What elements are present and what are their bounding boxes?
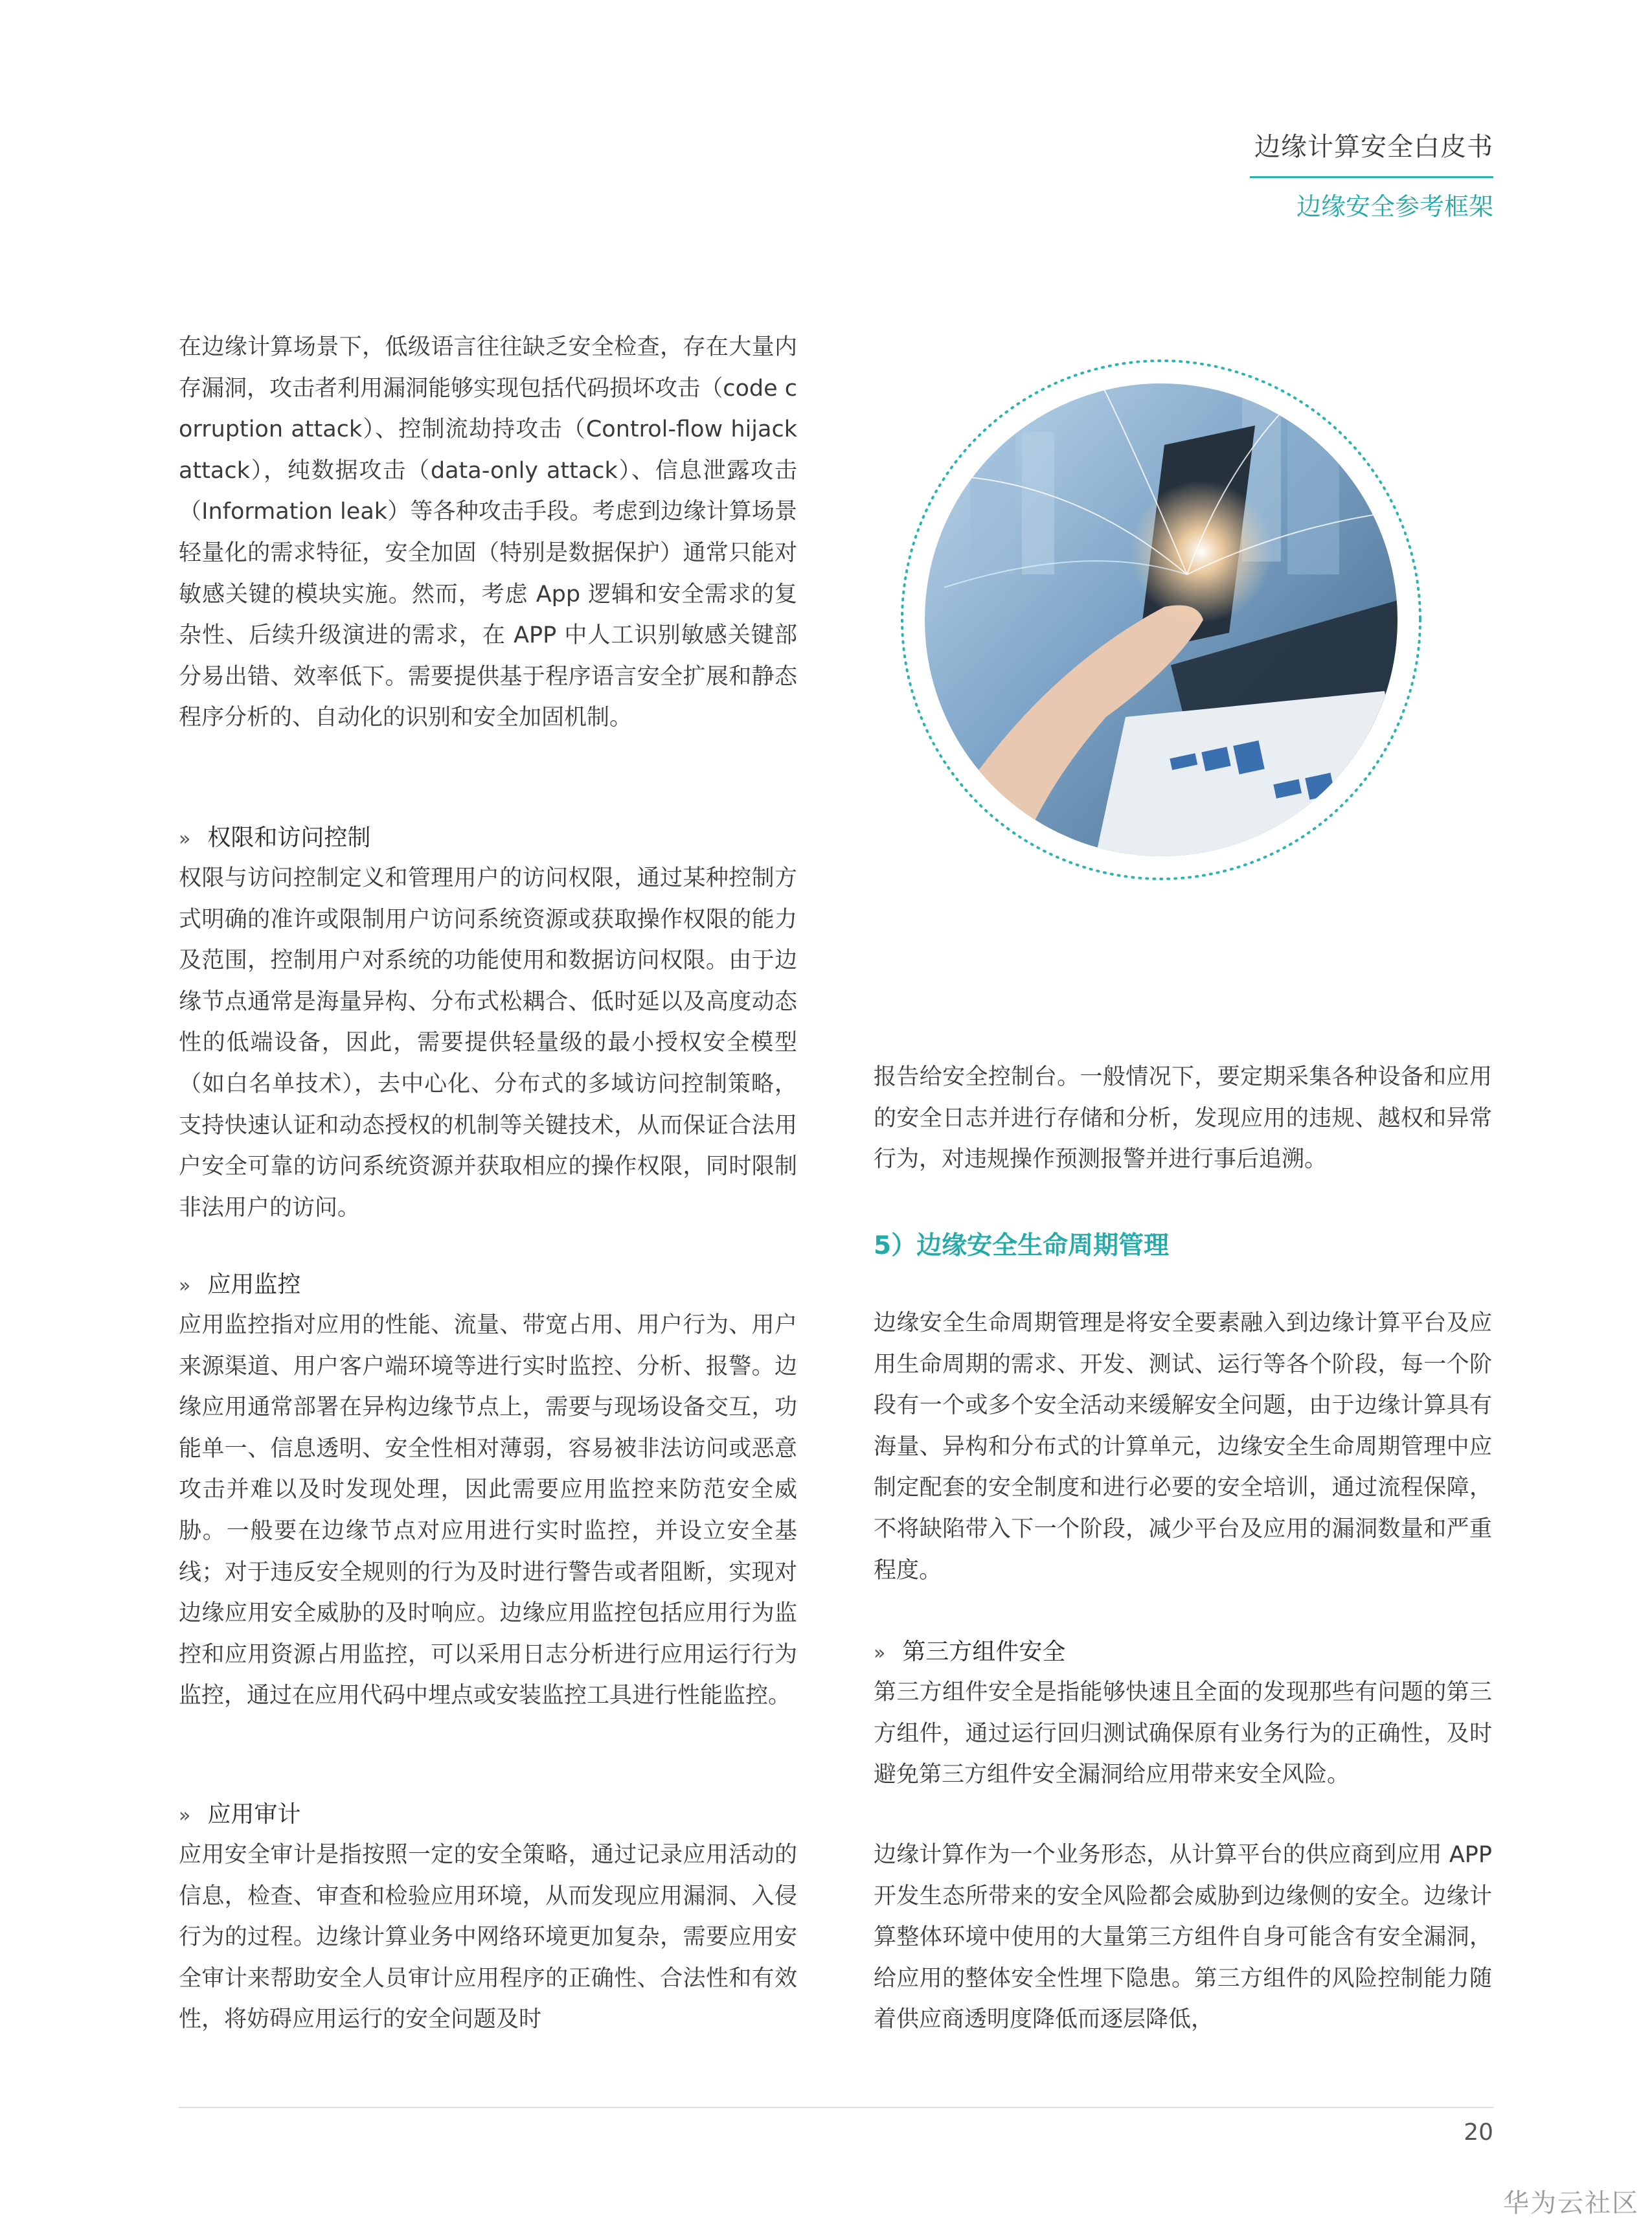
bullet-icon: » (179, 1804, 191, 1827)
lifecycle-paragraph: 边缘安全生命周期管理是将安全要素融入到边缘计算平台及应用生命周期的需求、开发、测试、运行等各个阶段，每一个阶段有一个或多个安全活动来缓解安全问题，由于边缘计算具有海量、异构和分布式的计算单元，边缘安全生命周期管理中应制定配套的安全制度和进行必要的安全培训，通过流程保障，不将缺陷带入下一个阶段，减少平台及应用的漏洞数量和严重程度。 (874, 1310, 1492, 1584)
app-monitor-heading (179, 1264, 300, 1307)
third-party-paragraph: 第三方组件安全是指能够快速且全面的发现那些有问题的第三方组件，通过运行回归测试确保原有业务行为的正确性，及时避免第三方组件安全漏洞给应用带来安全风险。 (874, 1679, 1492, 1788)
app-audit-heading-text: 应用审计 (207, 1801, 301, 1828)
lifecycle-section-heading: 5）边缘安全生命周期管理 (874, 1231, 1170, 1260)
access-control-paragraph: 权限与访问控制定义和管理用户的访问权限，通过某种控制方式明确的准许或限制用户访问系统资源或获取操作权限的能力及范围，控制用户对系统的功能使用和数据访问权限。由于边缘节点通常是海量异构、分布式松耦合、低时延以及高度动态性的低端设备，因此，需要提供轻量级的最小授权安全模型（如白名单技术），去中心化、分布式的多域访问控制策略，支持快速认证和动态授权的机制等关键技术，从而保证合法用户安全可靠的访问系统资源并获取相应的操作权限，同时限制非法用户的访问。 (179, 865, 797, 1221)
page-number: 20 (1464, 2119, 1493, 2146)
footer-divider (179, 2107, 1493, 2108)
access-control-heading (179, 817, 370, 860)
third-party-heading (874, 1631, 1065, 1674)
circular-photo-graphic (892, 328, 1430, 898)
header-title: 边缘计算安全白皮书 (1254, 132, 1493, 162)
app-audit-paragraph: 应用安全审计是指按照一定的安全策略，通过记录应用活动的信息，检查、审查和检验应用环境，从而发现应用漏洞、入侵行为的过程。边缘计算业务中网络环境更加复杂，需要应用安全审计来帮助安全人员审计应用程序的正确性、合法性和有效性，将妨碍应用运行的安全问题及时 (179, 1842, 797, 2033)
bullet-icon: » (874, 1642, 886, 1664)
bullet-icon: » (179, 828, 191, 850)
access-control-heading-text: 权限和访问控制 (207, 824, 371, 851)
header-divider (1250, 176, 1493, 178)
bullet-icon: » (179, 1275, 191, 1297)
header-subtitle: 边缘安全参考框架 (1296, 192, 1493, 221)
audit-continued-paragraph: 报告给安全控制台。一般情况下，要定期采集各种设备和应用的安全日志并进行存储和分析，发现应用的违规、越权和异常行为，对违规操作预测报警并进行事后追溯。 (874, 1064, 1492, 1173)
app-monitor-paragraph: 应用监控指对应用的性能、流量、带宽占用、用户行为、用户来源渠道、用户客户端环境等进行实时监控、分析、报警。边缘应用通常部署在异构边缘节点上，需要与现场设备交互，功能单一、信息透明、安全性相对薄弱，容易被非法访问或恶意攻击并难以及时发现处理，因此需要应用监控来防范安全威胁。一般要在边缘节点对应用进行实时监控，并设立安全基线；对于违反安全规则的行为及时进行警告或者阻断，实现对边缘应用安全威胁的及时响应。边缘应用监控包括应用行为监控和应用资源占用监控，可以采用日志分析进行应用运行行为监控，通过在应用代码中埋点或安装监控工具进行性能监控。 (179, 1312, 797, 1709)
app-monitor-heading-text: 应用监控 (207, 1271, 301, 1298)
third-party-heading-text: 第三方组件安全 (902, 1639, 1066, 1665)
third-party-paragraph-2: 边缘计算作为一个业务形态，从计算平台的供应商到应用 APP 开发生态所带来的安全风险都会威胁到边缘侧的安全。边缘计算整体环境中使用的大量第三方组件自身可能含有安全漏洞，给应用的整体安全性埋下隐患。第三方组件的风险控制能力随着供应商透明度降低而逐层降低， (874, 1842, 1492, 2033)
app-audit-heading (179, 1794, 300, 1837)
watermark: 华为云社区 (1503, 2188, 1639, 2218)
intro-paragraph: 在边缘计算场景下，低级语言往往缺乏安全检查，存在大量内存漏洞，攻击者利用漏洞能够实现包括代码损坏攻击（code corruption attack）、控制流劫持攻击（Control-flow hijack attack），纯数据攻击（data-only attack）、信息泄露攻击（Information leak）等各种攻击手段。考虑到边缘计算场景轻量化的需求特征，安全加固（特别是数据保护）通常只能对敏感关键的模块实施。然而，考虑 App 逻辑和安全需求的复杂性、后续升级演进的需求，在 APP 中人工识别敏感关键部分易出错、效率低下。需要提供基于程序语言安全扩展和静态程序分析的、自动化的识别和安全加固机制。 (179, 334, 797, 731)
illustration-photo (892, 328, 1430, 898)
